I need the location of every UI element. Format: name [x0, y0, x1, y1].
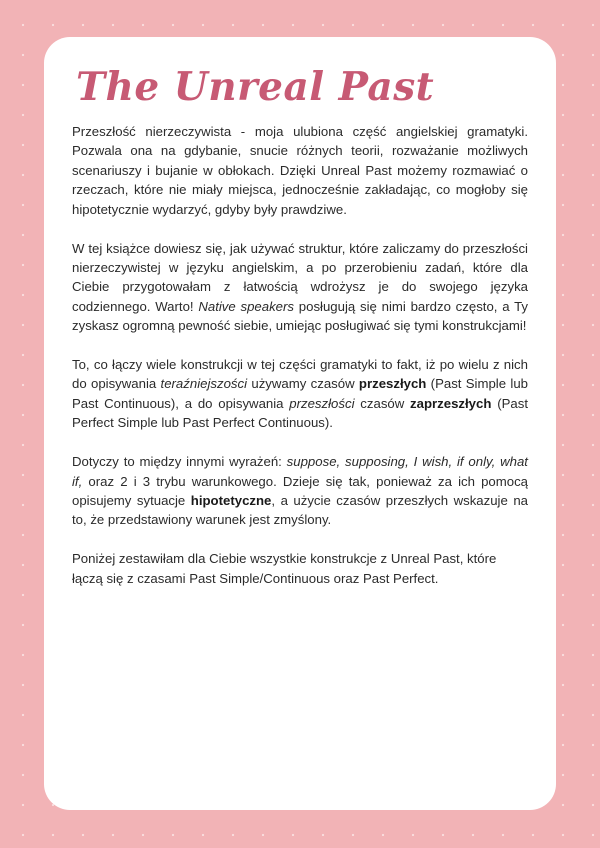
- body-text: [72, 122, 528, 608]
- text-span: czasów: [354, 395, 411, 411]
- paragraph-summary: Poniżej zestawiłam dla Ciebie wszystkie konstrukcje z Unreal Past, które łączą się z czasami Past Simple/Continuous oraz Past Perfect.: [72, 551, 497, 586]
- italic-phrase: teraźniejszości: [160, 376, 248, 392]
- text-span: To, co łączy wiele konstrukcji w tej części gramatyki to fakt, iż po wielu z nich do opisywania: [72, 357, 528, 392]
- text-span: (Past Perfect Simple lub Past Perfect Continuous).: [72, 395, 528, 431]
- italic-phrase: przeszłości: [289, 395, 355, 411]
- text-span: posługują się nimi bardzo często, a Ty zyskasz ogromną pewność siebie, umiejąc posługiwać się tymi konstrukcjami!: [72, 298, 528, 334]
- paragraph-intro: Przeszłość nierzeczywista - moja ulubiona część angielskiej gramatyki. Pozwala ona na gdybanie, snucie różnych teorii, rozważanie możliwych scenariuszy i bujanie w obłokach. Dzięki Unreal Past możemy rozmawiać o rzeczach, które nie miały miejsca, jednocześnie zakładając, co mogłoby się hipotetycznie wydarzyć, gdyby były prawdziwe.: [72, 124, 528, 217]
- text-span: oraz 2 i 3 trybu warunkowego. Dzieje się tak, ponieważ za ich pomocą opisujemy sytuacje: [72, 473, 528, 508]
- italic-phrase: suppose, supposing, I wish, if only, what if,: [72, 454, 528, 489]
- italic-phrase: Native speakers: [198, 298, 295, 314]
- text-span: (Past Simple lub Past Continuous), a do opisywania: [72, 376, 528, 411]
- paragraph-book-purpose: [72, 239, 528, 336]
- text-span: używamy czasów: [247, 376, 359, 392]
- bold-phrase: przeszłych: [358, 376, 427, 392]
- page-title: The Unreal Past: [76, 64, 435, 110]
- text-span: Dotyczy to między innymi wyrażeń:: [72, 454, 287, 470]
- bold-phrase: zaprzeszłych: [410, 395, 492, 411]
- text-span: , a użycie czasów przeszłych wskazuje na to, że przedstawiony warunek jest zmyślony.: [72, 493, 528, 528]
- paragraph-expressions: [72, 452, 528, 530]
- text-span: W tej książce dowiesz się, jak używać struktur, które zaliczamy do przeszłości nierzeczywistej w języku angielskim, a po przerobieniu zadań, które dla Ciebie przygotowałam z łatwością wdrożysz je do swojego języka codziennego. Warto!: [72, 240, 528, 314]
- bold-phrase: hipotetyczne: [190, 493, 272, 508]
- paragraph-tenses: [72, 355, 528, 433]
